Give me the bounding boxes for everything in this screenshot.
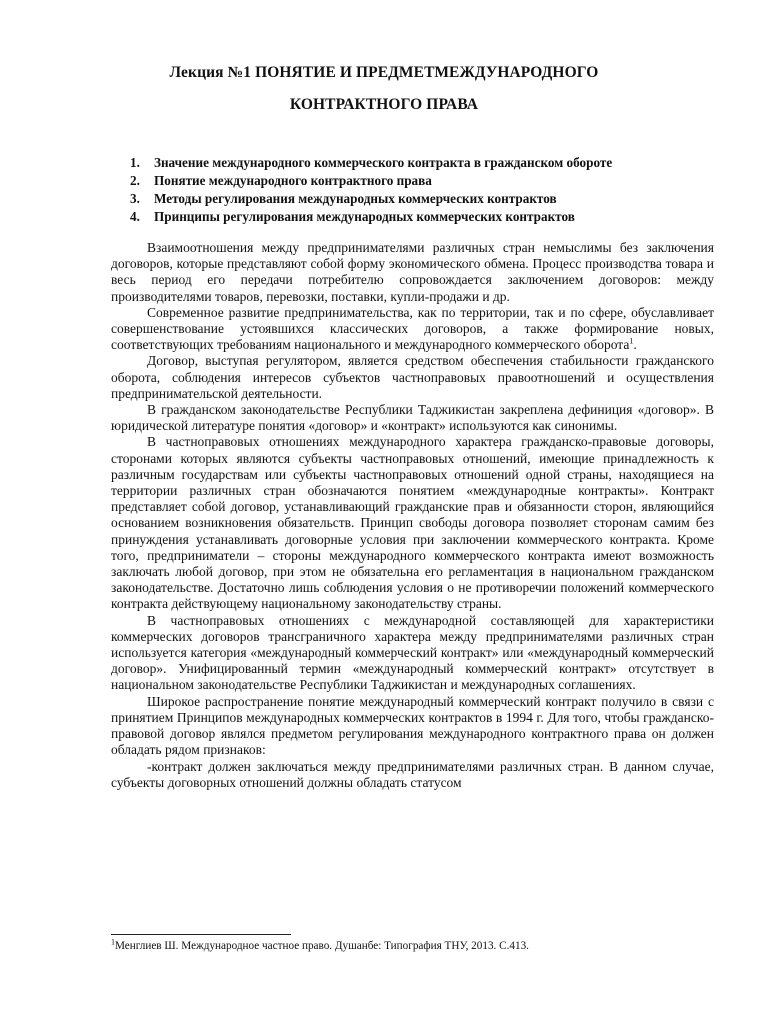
plan-item-number: 2. bbox=[130, 173, 140, 188]
paragraph: -контракт должен заключаться между предпринимателями различных стран. В данном случае, субъекты договорных отношений должны обладать статусом bbox=[111, 758, 714, 790]
plan-item-text: Принципы регулирования международных коммерческих контрактов bbox=[154, 209, 575, 224]
paragraph: В частноправовых отношениях международного характера гражданско-правовые договоры, сторонами которых являются субъекты частноправовых отношений, имеющие принадлежность к различным государствам или субъекты частноправовых отношений одной страны, находящиеся на территории различных стран обозначаются понятием «международные контракты». Контракт представляет собой договор, устанавливающий гражданские прав и обязанности сторон, являющийся основанием возникновения обязательств. Принцип свободы договора позволяет сторонам самим без принуждения устанавливать договорные условия при заключении коммерческого контракта. Кроме того, предприниматели – стороны международного коммерческого контракта имеют возможность заключать любой договор, при этом не обязательна его регламентация в национальном гражданском законодательстве. Достаточно лишь соблюдения условия о не противоречии положений коммерческого контракта действующему национальному законодательству страны. bbox=[111, 434, 714, 612]
paragraph: Широкое распространение понятие международный коммерческий контракт получило в связи с принятием Принципов международных коммерческих контрактов в 1994 г. Для того, чтобы гражданско-правовой договор являлся предметом регулирования международного контрактного права он должен обладать рядом признаков: bbox=[111, 693, 714, 758]
plan-item-text: Понятие международного контрактного права bbox=[154, 173, 432, 188]
plan-item-text: Методы регулирования международных коммерческих контрактов bbox=[154, 191, 557, 206]
plan-item-number: 4. bbox=[130, 209, 140, 224]
plan-item bbox=[130, 208, 612, 226]
lecture-plan-list bbox=[130, 154, 612, 226]
lecture-body bbox=[111, 240, 714, 791]
paragraph-text: Современное развитие предпринимательства, как по территории, так и по сфере, обуславливает совершенствование устоявшихся классических договоров, а также формирование новых, соответствующих требованиям национального и международного коммерческого оборота bbox=[111, 304, 714, 353]
footnote-separator bbox=[111, 934, 291, 935]
footnote-mark: 1 bbox=[111, 937, 115, 947]
plan-item-number: 1. bbox=[130, 155, 140, 170]
lecture-title-line-2: КОНТРАКТНОГО ПРАВА bbox=[289, 96, 479, 113]
paragraph: В гражданском законодательстве Республики Таджикистан закреплена дефиниция «договор». В юридической литературе понятия «договор» и «контракт» используются как синонимы. bbox=[111, 402, 714, 434]
plan-item-number: 3. bbox=[130, 191, 140, 206]
plan-item bbox=[130, 154, 612, 172]
paragraph-end-punctuation: . bbox=[633, 337, 637, 353]
plan-item bbox=[130, 172, 612, 190]
paragraph: В частноправовых отношениях с международной составляющей для характеристики коммерческих договоров трансграничного характера между предпринимателями различных стран используется категория «международный коммерческий контракт» или «международный коммерческий договор». Унифицированный термин «международный коммерческий контракт» отсутствует в национальном законодательстве Республики Таджикистан и международных соглашениях. bbox=[111, 612, 714, 693]
paragraph: Взаимоотношения между предпринимателями различных стран немыслимы без заключения договоров, которые представляют собой форму экономического обмена. Процесс производства товара и весь период его передачи потребителю сопровождается заключением договоров: между производителями товаров, перевозки, поставки, купли-продажи и др. bbox=[111, 240, 714, 304]
footnote bbox=[111, 937, 529, 952]
lecture-title-line-1: Лекция №1 ПОНЯТИЕ И ПРЕДМЕТМЕЖДУНАРОДНОГО bbox=[169, 64, 599, 81]
footnote-text: Менглиев Ш. Международное частное право. Душанбе: Типография ТНУ, 2013. С.413. bbox=[115, 940, 529, 952]
plan-item bbox=[130, 190, 612, 208]
footnote-reference: 1 bbox=[629, 336, 634, 346]
plan-item-text: Значение международного коммерческого контракта в гражданском обороте bbox=[154, 155, 613, 170]
paragraph bbox=[111, 305, 714, 354]
paragraph: Договор, выступая регулятором, является средством обеспечения стабильности гражданского оборота, соблюдения интересов субъектов частноправовых правоотношений и осуществления предпринимательской деятельности. bbox=[111, 353, 714, 401]
